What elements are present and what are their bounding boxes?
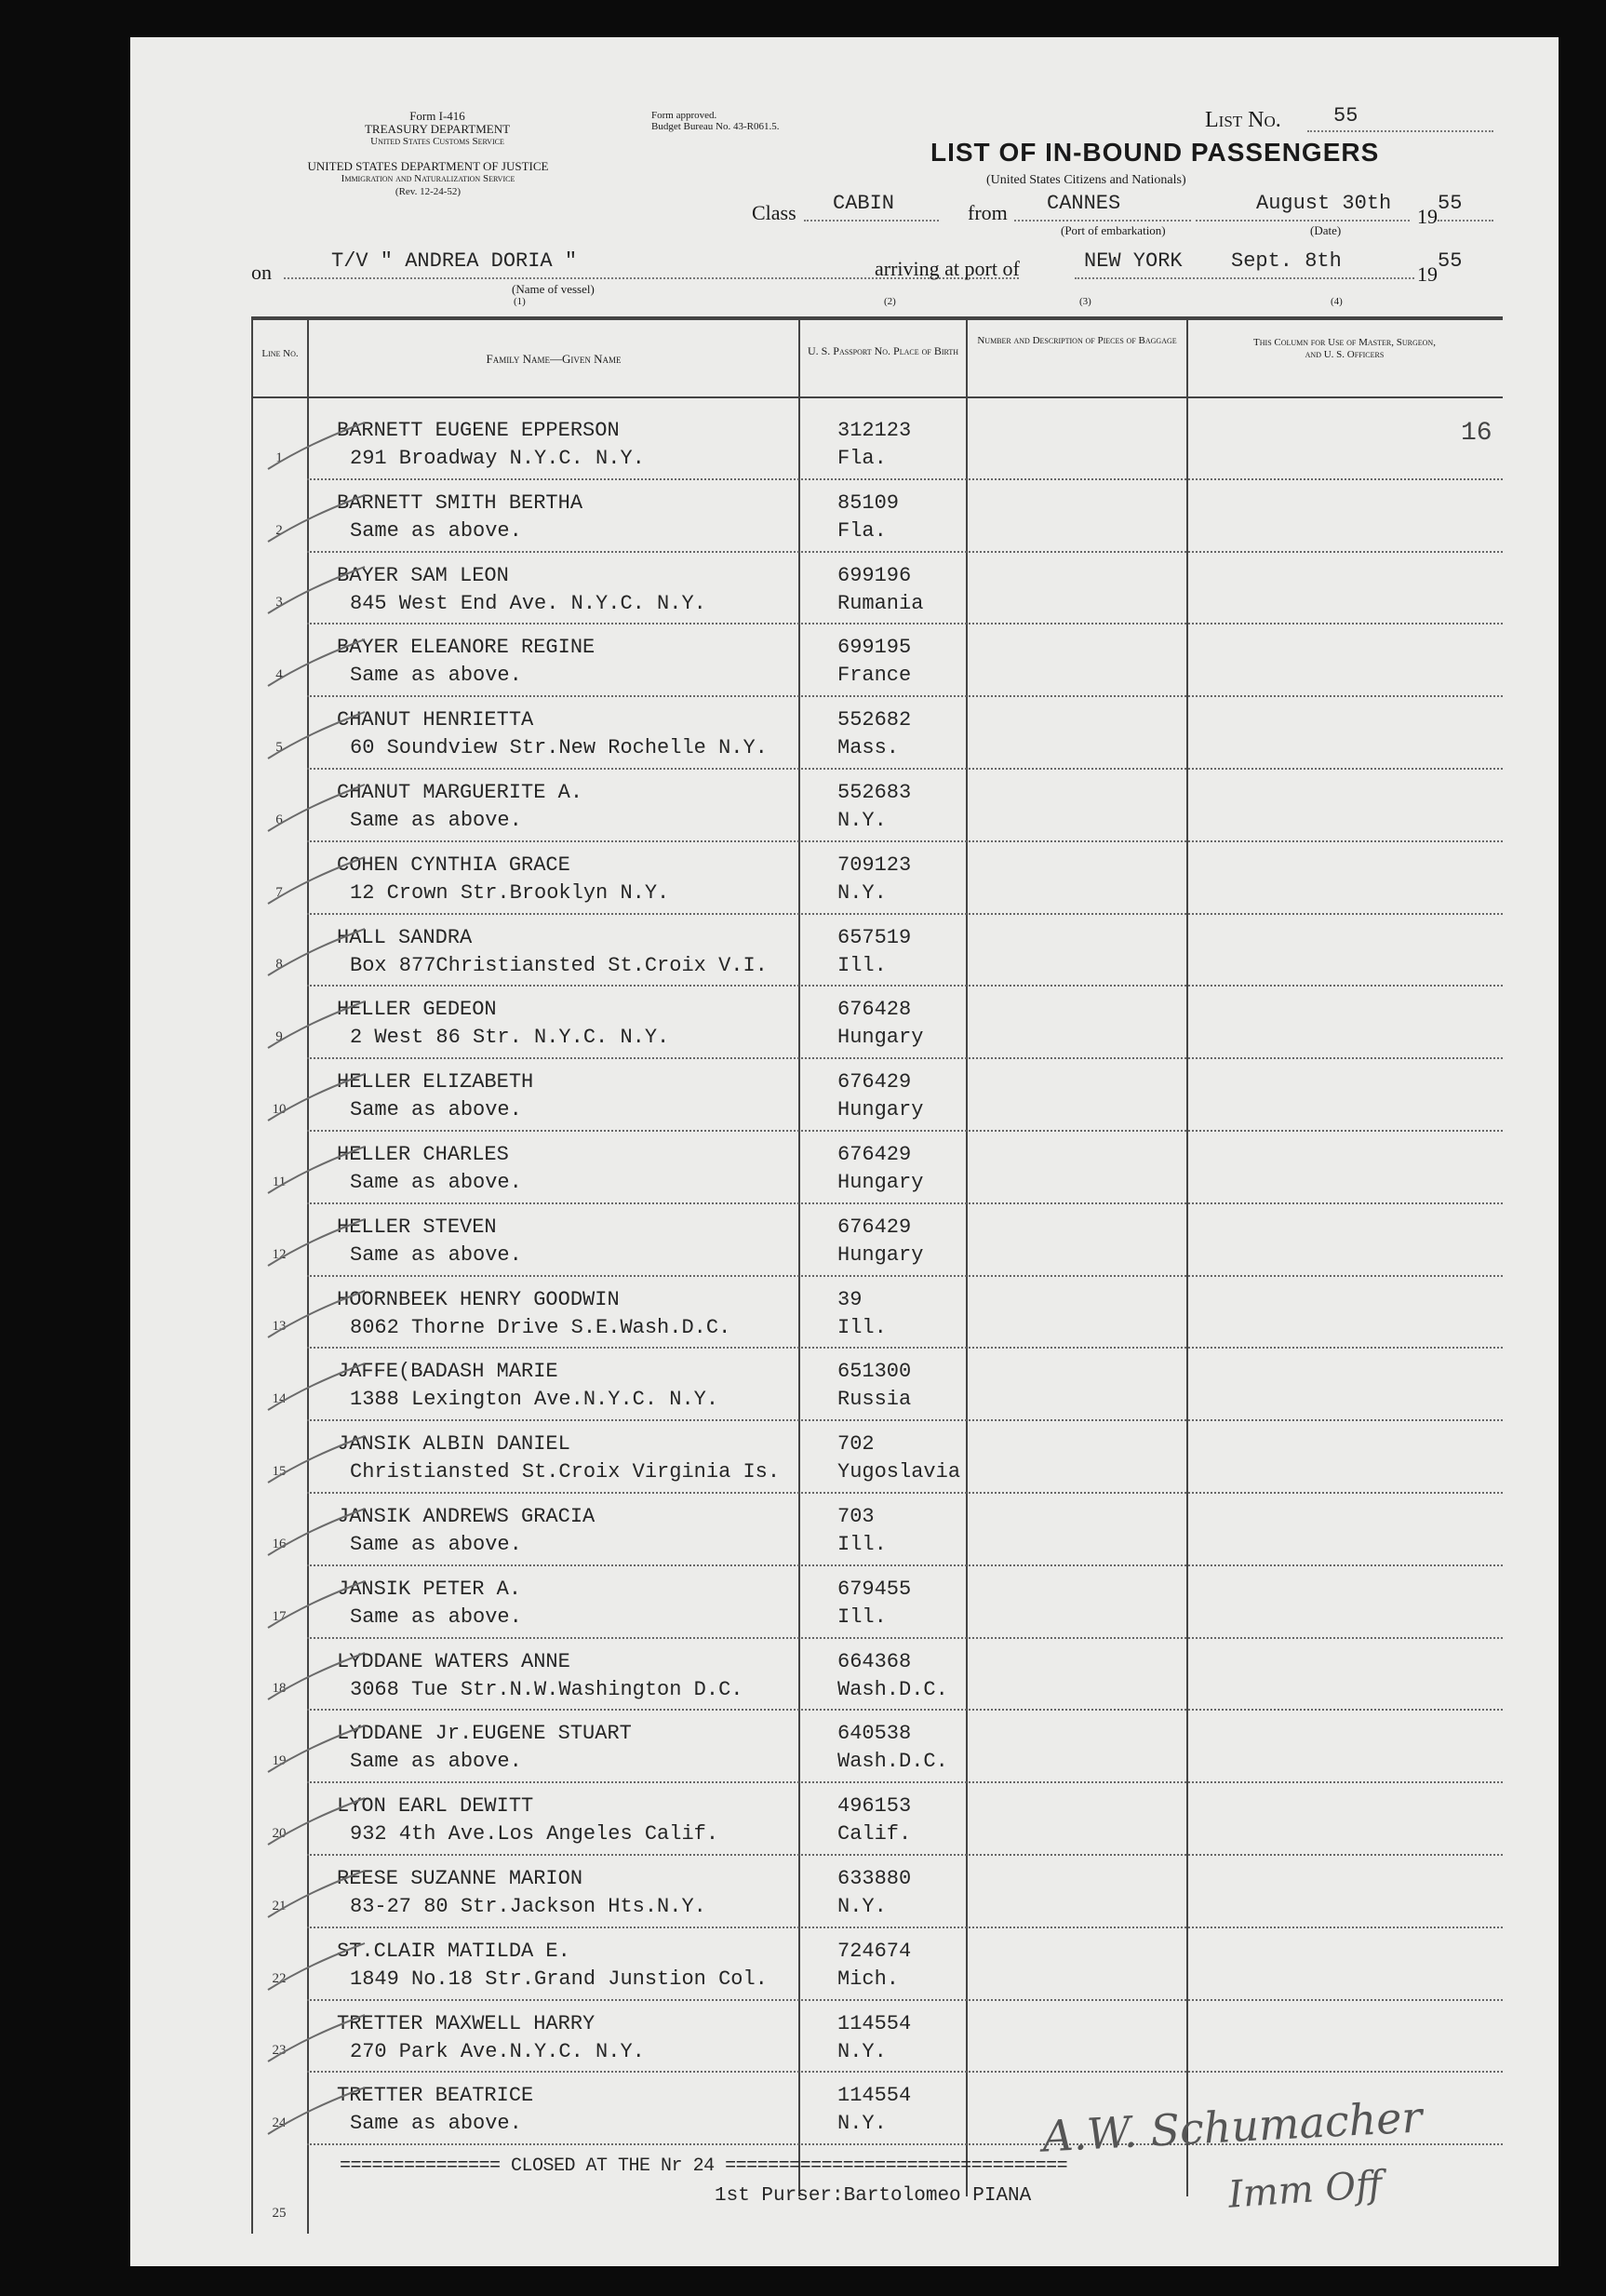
check-stroke bbox=[268, 567, 365, 613]
page-mark: 16 bbox=[1461, 419, 1492, 448]
row-divider bbox=[307, 840, 1503, 842]
check-mark bbox=[261, 493, 372, 549]
table-row bbox=[130, 699, 1503, 772]
passport-number: 552682 bbox=[837, 708, 912, 732]
passenger-address: Same as above. bbox=[350, 1171, 522, 1194]
on-label: on bbox=[251, 261, 272, 284]
customs-service: United States Customs Service bbox=[370, 136, 504, 147]
check-mark bbox=[261, 638, 372, 693]
check-stroke bbox=[268, 1291, 365, 1337]
row-divider bbox=[307, 551, 1503, 553]
table-row bbox=[130, 844, 1503, 917]
check-stroke bbox=[268, 1725, 365, 1772]
passenger-address: Same as above. bbox=[350, 1605, 522, 1629]
passenger-name: JANSIK PETER A. bbox=[337, 1577, 522, 1601]
passenger-name: CHANUT MARGUERITE A. bbox=[337, 781, 583, 804]
line-number: 10 bbox=[272, 1101, 287, 1117]
list-no-value: 55 bbox=[1333, 104, 1358, 128]
check-mark bbox=[261, 783, 372, 839]
closed-at-line: =============== CLOSED AT THE Nr 24 ================================ bbox=[340, 2155, 1068, 2177]
place-of-birth: Ill. bbox=[837, 1605, 887, 1629]
place-of-birth: Hungary bbox=[837, 1026, 924, 1050]
check-stroke bbox=[268, 1074, 365, 1121]
passport-number: 724674 bbox=[837, 1939, 912, 1963]
passenger-name: TRETTER MAXWELL HARRY bbox=[337, 2011, 596, 2035]
check-stroke bbox=[268, 712, 365, 759]
check-stroke bbox=[268, 929, 365, 975]
table-row bbox=[130, 555, 1503, 627]
table-row bbox=[130, 1134, 1503, 1206]
passenger-name: CHANUT HENRIETTA bbox=[337, 708, 534, 732]
col3-num: (3) bbox=[1079, 296, 1091, 307]
line-number: 5 bbox=[275, 739, 283, 755]
place-of-birth: N.Y. bbox=[837, 2112, 887, 2136]
passport-number: 496153 bbox=[837, 1794, 912, 1819]
passport-number: 651300 bbox=[837, 1360, 912, 1384]
check-stroke bbox=[268, 857, 365, 904]
check-mark bbox=[261, 710, 372, 766]
line-number: 17 bbox=[272, 1608, 287, 1624]
table-row bbox=[130, 2003, 1503, 2075]
passenger-name: HELLER CHARLES bbox=[337, 1143, 509, 1166]
table-row bbox=[130, 410, 1503, 482]
passenger-address: 1388 Lexington Ave.N.Y.C. N.Y. bbox=[350, 1388, 719, 1412]
row-divider bbox=[307, 913, 1503, 915]
form-number: Form I-416 bbox=[409, 109, 465, 123]
table-row bbox=[130, 1496, 1503, 1568]
check-stroke bbox=[268, 1363, 365, 1410]
place-of-birth: Hungary bbox=[837, 1242, 924, 1267]
table-row bbox=[130, 1785, 1503, 1858]
check-mark bbox=[261, 1362, 372, 1417]
row-divider bbox=[307, 1275, 1503, 1277]
line-number: 24 bbox=[272, 2115, 287, 2131]
passport-number: 552683 bbox=[837, 781, 912, 804]
line-number: 14 bbox=[272, 1391, 287, 1407]
purser-line: 1st Purser:Bartolomeo PIANA bbox=[715, 2185, 1032, 2207]
class-value: CABIN bbox=[833, 192, 895, 215]
place-of-birth: N.Y. bbox=[837, 809, 887, 832]
passenger-name: HELLER ELIZABETH bbox=[337, 1070, 534, 1094]
passenger-address: 60 Soundview Str.New Rochelle N.Y. bbox=[350, 736, 768, 760]
arr-year-prefix: 19 bbox=[1417, 262, 1438, 286]
check-mark bbox=[261, 1796, 372, 1852]
check-mark bbox=[261, 1579, 372, 1635]
col4-num: (4) bbox=[1331, 296, 1343, 307]
passenger-address: 12 Crown Str.Brooklyn N.Y. bbox=[350, 880, 670, 905]
line-number: 20 bbox=[272, 1825, 287, 1841]
form-subtitle: (United States Citizens and Nationals) bbox=[986, 173, 1186, 187]
header-officers: This Column for Use of Master, Surgeon, and U. S. Officers bbox=[1253, 337, 1436, 360]
table-row bbox=[130, 772, 1503, 844]
table-row bbox=[130, 1930, 1503, 2003]
col2-num: (2) bbox=[884, 296, 896, 307]
row-divider bbox=[307, 768, 1503, 770]
passenger-address: Same as above. bbox=[350, 809, 522, 832]
check-stroke bbox=[268, 785, 365, 831]
row-divider bbox=[307, 1927, 1503, 1928]
line-number: 15 bbox=[272, 1463, 287, 1479]
date-caption: (Date) bbox=[1310, 223, 1342, 237]
table-row bbox=[130, 1568, 1503, 1641]
passenger-name: COHEN CYNTHIA GRACE bbox=[337, 853, 570, 877]
line-number: 8 bbox=[275, 957, 283, 973]
header-bottom-rule bbox=[251, 396, 1503, 398]
passenger-name: HALL SANDRA bbox=[337, 925, 473, 949]
year-prefix: 19 bbox=[1417, 205, 1438, 228]
passport-number: 676428 bbox=[837, 998, 912, 1022]
table-row bbox=[130, 1712, 1503, 1785]
passenger-name: BAYER ELEANORE REGINE bbox=[337, 636, 596, 660]
passenger-address: Same as above. bbox=[350, 1533, 522, 1556]
check-stroke bbox=[268, 1001, 365, 1048]
line-number: 12 bbox=[272, 1246, 287, 1262]
place-of-birth: Calif. bbox=[837, 1822, 912, 1846]
class-label: Class bbox=[752, 201, 796, 224]
check-mark bbox=[261, 1289, 372, 1345]
passenger-name: HELLER STEVEN bbox=[337, 1215, 497, 1239]
table-top-rule bbox=[251, 316, 1503, 320]
form-page bbox=[130, 37, 1559, 2266]
passenger-address: 83-27 80 Str.Jackson Hts.N.Y. bbox=[350, 1895, 706, 1918]
port-caption: (Port of embarkation) bbox=[1061, 223, 1166, 237]
row-divider bbox=[307, 1419, 1503, 1421]
place-of-birth: Ill. bbox=[837, 1315, 887, 1339]
passport-number: 699195 bbox=[837, 636, 912, 660]
check-stroke bbox=[268, 1798, 365, 1845]
row-divider bbox=[307, 623, 1503, 624]
passenger-name: HOORNBEEK HENRY GOODWIN bbox=[337, 1287, 620, 1311]
check-mark bbox=[261, 421, 372, 477]
row-divider bbox=[307, 1202, 1503, 1204]
place-of-birth: N.Y. bbox=[837, 880, 887, 905]
passport-number: 702 bbox=[837, 1432, 875, 1457]
check-mark bbox=[261, 1869, 372, 1925]
passport-number: 664368 bbox=[837, 1649, 912, 1673]
passenger-address: Same as above. bbox=[350, 2112, 522, 2136]
line-number: 16 bbox=[272, 1536, 287, 1551]
check-mark bbox=[261, 1217, 372, 1273]
passport-number: 699196 bbox=[837, 563, 912, 587]
passport-number: 703 bbox=[837, 1505, 875, 1528]
row-divider bbox=[307, 2071, 1503, 2073]
officer-initials: Imm Off bbox=[1226, 2163, 1384, 2217]
passenger-name: REESE SUZANNE MARION bbox=[337, 1867, 583, 1890]
officer-signature: A.W. Schumacher bbox=[1040, 2091, 1424, 2162]
arrival-date: Sept. 8th bbox=[1231, 249, 1342, 273]
passenger-name: TRETTER BEATRICE bbox=[337, 2084, 534, 2108]
check-mark bbox=[261, 1651, 372, 1707]
row-divider bbox=[307, 478, 1503, 480]
passenger-address: Same as above. bbox=[350, 1242, 522, 1267]
header-name: Family Name—Given Name bbox=[486, 352, 622, 366]
passenger-address: 1849 No.18 Str.Grand Junstion Col. bbox=[350, 1967, 768, 1991]
place-of-birth: Ill. bbox=[837, 953, 887, 977]
year-value: 55 bbox=[1438, 192, 1463, 215]
date-value: August 30th bbox=[1256, 192, 1392, 215]
row-divider bbox=[307, 1709, 1503, 1711]
passenger-address: Same as above. bbox=[350, 518, 522, 543]
check-mark bbox=[261, 1724, 372, 1779]
header-passport: U. S. Passport No. Place of Birth bbox=[807, 344, 959, 357]
row-divider bbox=[307, 985, 1503, 987]
table-row bbox=[130, 1279, 1503, 1351]
table-row bbox=[130, 1350, 1503, 1423]
row-divider bbox=[307, 695, 1503, 697]
arriving-label: arriving at port of bbox=[875, 257, 1020, 280]
check-stroke bbox=[268, 1509, 365, 1555]
place-of-birth: Rumania bbox=[837, 591, 924, 615]
passenger-name: JAFFE(BADASH MARIE bbox=[337, 1360, 558, 1384]
from-value: CANNES bbox=[1047, 192, 1121, 215]
check-stroke bbox=[268, 1581, 365, 1628]
row-divider bbox=[307, 1564, 1503, 1566]
year-line bbox=[1438, 220, 1493, 222]
check-stroke bbox=[268, 1943, 365, 1990]
place-of-birth: Wash.D.C. bbox=[837, 1750, 948, 1774]
line-number: 11 bbox=[272, 1174, 287, 1189]
arrival-line bbox=[1075, 277, 1414, 279]
table-row bbox=[130, 1423, 1503, 1496]
class-line bbox=[804, 220, 939, 222]
vessel-caption: (Name of vessel) bbox=[512, 282, 595, 296]
header-baggage: Number and Description of Pieces of Baggage bbox=[977, 335, 1177, 346]
passport-number: 312123 bbox=[837, 419, 912, 442]
form-title: LIST OF IN-BOUND PASSENGERS bbox=[930, 138, 1380, 167]
place-of-birth: Hungary bbox=[837, 1171, 924, 1194]
table-row bbox=[130, 1061, 1503, 1134]
passenger-address: Box 877Christiansted St.Croix V.I. bbox=[350, 953, 768, 977]
check-stroke bbox=[268, 495, 365, 542]
check-stroke bbox=[268, 2015, 365, 2061]
passenger-address: 845 West End Ave. N.Y.C. N.Y. bbox=[350, 591, 706, 615]
header-line-no: Line No. bbox=[261, 348, 299, 359]
check-mark bbox=[261, 1434, 372, 1490]
passenger-address: 2 West 86 Str. N.Y.C. N.Y. bbox=[350, 1026, 670, 1050]
place-of-birth: Hungary bbox=[837, 1098, 924, 1122]
row-divider bbox=[307, 1057, 1503, 1059]
passport-number: 640538 bbox=[837, 1722, 912, 1746]
row-divider bbox=[307, 1347, 1503, 1349]
place-of-birth: Mass. bbox=[837, 736, 900, 760]
check-mark bbox=[261, 1000, 372, 1055]
check-stroke bbox=[268, 639, 365, 686]
form-approved: Form approved. bbox=[651, 110, 717, 121]
row-divider bbox=[307, 1637, 1503, 1639]
row-divider bbox=[307, 1854, 1503, 1856]
passport-number: 114554 bbox=[837, 2011, 912, 2035]
date-line bbox=[1196, 220, 1410, 222]
line-number: 7 bbox=[275, 884, 283, 900]
passport-number: 39 bbox=[837, 1287, 863, 1311]
place-of-birth: France bbox=[837, 664, 912, 688]
line-number: 4 bbox=[275, 667, 283, 683]
line-number: 19 bbox=[272, 1753, 287, 1769]
line-number: 23 bbox=[272, 2043, 287, 2059]
row-divider bbox=[307, 1999, 1503, 2001]
check-mark bbox=[261, 855, 372, 911]
table-row bbox=[130, 482, 1503, 555]
passenger-name: BARNETT SMITH BERTHA bbox=[337, 490, 583, 515]
passenger-address: Christiansted St.Croix Virginia Is. bbox=[350, 1460, 781, 1484]
row-divider bbox=[307, 1130, 1503, 1132]
justice-heading: UNITED STATES DEPARTMENT OF JUSTICE bbox=[307, 159, 549, 173]
place-of-birth: Russia bbox=[837, 1388, 912, 1412]
revision-date: (Rev. 12-24-52) bbox=[395, 186, 462, 197]
passenger-name: ST.CLAIR MATILDA E. bbox=[337, 1939, 570, 1963]
line-number: 9 bbox=[275, 1029, 283, 1045]
check-mark bbox=[261, 927, 372, 983]
passport-number: 676429 bbox=[837, 1070, 912, 1094]
line-number: 18 bbox=[272, 1681, 287, 1697]
passport-number: 633880 bbox=[837, 1867, 912, 1890]
passenger-name: HELLER GEDEON bbox=[337, 998, 497, 1022]
place-of-birth: Ill. bbox=[837, 1533, 887, 1556]
table-row bbox=[130, 917, 1503, 989]
budget-bureau: Budget Bureau No. 43-R061.5. bbox=[651, 121, 780, 132]
table-row bbox=[130, 1641, 1503, 1713]
check-mark bbox=[261, 1941, 372, 1997]
passport-number: 709123 bbox=[837, 853, 912, 877]
closing-line-number: 25 bbox=[272, 2206, 287, 2221]
row-divider bbox=[307, 1492, 1503, 1494]
arrival-port: NEW YORK bbox=[1084, 249, 1183, 273]
passenger-name: JANSIK ANDREWS GRACIA bbox=[337, 1505, 596, 1528]
line-number: 22 bbox=[272, 1970, 287, 1986]
passenger-address: 270 Park Ave.N.Y.C. N.Y. bbox=[350, 2039, 645, 2063]
line-number: 1 bbox=[275, 450, 283, 465]
passenger-name: JANSIK ALBIN DANIEL bbox=[337, 1432, 570, 1457]
passenger-address: Same as above. bbox=[350, 1098, 522, 1122]
place-of-birth: N.Y. bbox=[837, 2039, 887, 2063]
check-stroke bbox=[268, 1147, 365, 1193]
check-stroke bbox=[268, 1436, 365, 1483]
passenger-name: LYON EARL DEWITT bbox=[337, 1794, 534, 1819]
passenger-name: LYDDANE Jr.EUGENE STUART bbox=[337, 1722, 632, 1746]
check-mark bbox=[261, 2013, 372, 2069]
line-number: 3 bbox=[275, 595, 283, 611]
passenger-name: BAYER SAM LEON bbox=[337, 563, 509, 587]
vessel-col-num: (1) bbox=[514, 296, 526, 307]
table-row bbox=[130, 626, 1503, 699]
place-of-birth: Fla. bbox=[837, 518, 887, 543]
check-mark bbox=[261, 2086, 372, 2142]
check-mark bbox=[261, 1507, 372, 1563]
port-line bbox=[1014, 220, 1191, 222]
check-stroke bbox=[268, 423, 365, 469]
list-no-label: List No. bbox=[1205, 108, 1281, 132]
passenger-name: LYDDANE WATERS ANNE bbox=[337, 1649, 570, 1673]
place-of-birth: Wash.D.C. bbox=[837, 1677, 948, 1701]
vessel-name: T/V " ANDREA DORIA " bbox=[331, 249, 578, 273]
from-label: from bbox=[968, 201, 1008, 224]
place-of-birth: Mich. bbox=[837, 1967, 900, 1991]
place-of-birth: Fla. bbox=[837, 447, 887, 470]
check-stroke bbox=[268, 2088, 365, 2134]
ins-heading: Immigration and Naturalization Service bbox=[341, 173, 515, 184]
passenger-address: 3068 Tue Str.N.W.Washington D.C. bbox=[350, 1677, 743, 1701]
table-row bbox=[130, 1206, 1503, 1279]
treasury-heading: TREASURY DEPARTMENT bbox=[364, 122, 511, 136]
list-no-line bbox=[1307, 130, 1493, 132]
table-row bbox=[130, 988, 1503, 1061]
passport-number: 679455 bbox=[837, 1577, 912, 1601]
passenger-address: Same as above. bbox=[350, 1750, 522, 1774]
passport-number: 114554 bbox=[837, 2084, 912, 2108]
table-row bbox=[130, 1858, 1503, 1930]
check-stroke bbox=[268, 1219, 365, 1266]
check-mark bbox=[261, 565, 372, 621]
passenger-address: 8062 Thorne Drive S.E.Wash.D.C. bbox=[350, 1315, 731, 1339]
row-divider bbox=[307, 1781, 1503, 1783]
passport-number: 657519 bbox=[837, 925, 912, 949]
passenger-address: Same as above. bbox=[350, 664, 522, 688]
line-number: 13 bbox=[272, 1319, 287, 1335]
passport-number: 676429 bbox=[837, 1215, 912, 1239]
check-stroke bbox=[268, 1871, 365, 1917]
line-number: 6 bbox=[275, 812, 283, 827]
passenger-name: BARNETT EUGENE EPPERSON bbox=[337, 419, 620, 442]
passenger-address: 932 4th Ave.Los Angeles Calif. bbox=[350, 1822, 719, 1846]
passport-number: 676429 bbox=[837, 1143, 912, 1166]
check-mark bbox=[261, 1072, 372, 1128]
line-number: 2 bbox=[275, 522, 283, 538]
line-number: 21 bbox=[272, 1898, 287, 1913]
passenger-address: 291 Broadway N.Y.C. N.Y. bbox=[350, 447, 645, 470]
arr-year-value: 55 bbox=[1438, 249, 1463, 273]
place-of-birth: N.Y. bbox=[837, 1895, 887, 1918]
passport-number: 85109 bbox=[837, 490, 900, 515]
check-mark bbox=[261, 1145, 372, 1201]
check-stroke bbox=[268, 1653, 365, 1699]
place-of-birth: Yugoslavia bbox=[837, 1460, 961, 1484]
